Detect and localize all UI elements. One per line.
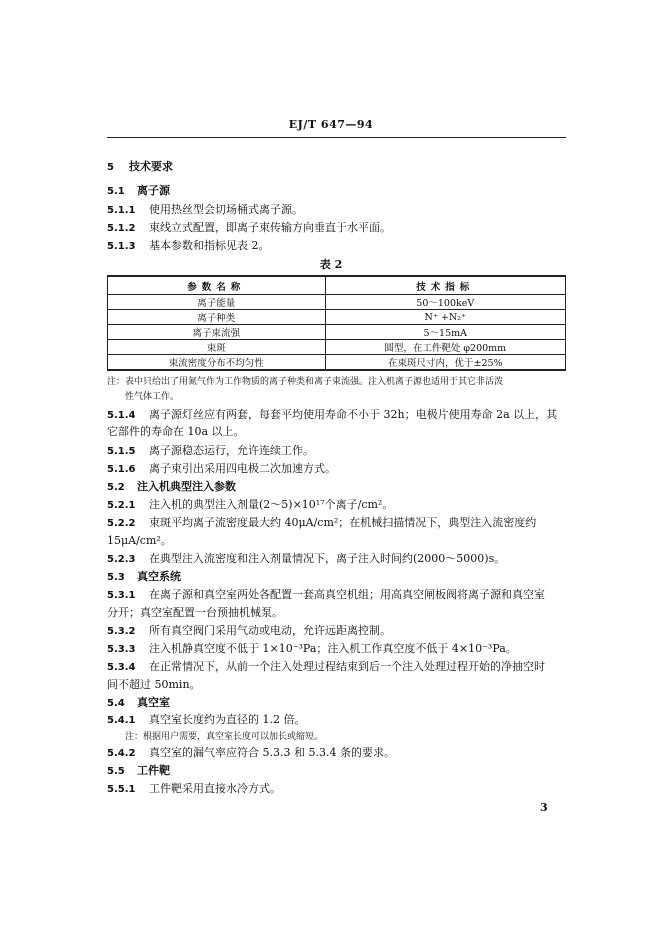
section-number: 5 — [107, 162, 114, 173]
clause-number: 5.3.4 — [107, 662, 136, 673]
clause-text: 束线立式配置，即离子束传输方向垂直于水平面。 — [149, 221, 391, 234]
table-row — [108, 340, 566, 355]
section-title: 技术要求 — [129, 160, 173, 173]
clause-number: 5.5.1 — [107, 784, 136, 795]
page-number: 3 — [540, 801, 548, 814]
table-header-row — [108, 276, 566, 295]
clause-5-1-6 — [107, 462, 336, 477]
clause-5-1-2 — [107, 221, 391, 236]
section-title: 离子源 — [137, 184, 170, 197]
chamber-note: 注：根据用户需要，真空室长度可以加长或缩短。 — [125, 732, 324, 742]
table-note-line-1: 注：表中只给出了用氮气作为工作物质的离子种类和离子束流强。注入机离子源也适用于其它非活泼 — [107, 377, 504, 387]
clause-text: 真空室长度约为直径的 1.2 倍。 — [149, 713, 306, 726]
table-row — [108, 355, 566, 371]
clause-text: 在正常情况下，从前一个注入处理过程结束到后一个注入处理过程开始的净抽空时 — [149, 660, 545, 673]
clause-5-1-4 — [107, 408, 557, 423]
clause-text: 所有真空阀门采用气动或电动，允许远距离控制。 — [149, 624, 391, 637]
clause-5-1-5 — [107, 444, 314, 459]
clause-5-3-1-continued: 分开；真空室配置一台预抽机械泵。 — [107, 606, 283, 619]
clause-number: 5.3.3 — [107, 644, 136, 655]
section-title: 真空室 — [137, 696, 170, 709]
column-header: 技术指标 — [325, 276, 565, 295]
table-row — [108, 325, 566, 340]
table-cell: 离子能量 — [108, 295, 326, 310]
section-title: 工件靶 — [137, 764, 170, 777]
section-number: 5.3 — [107, 572, 125, 583]
clause-text: 基本参数和指标见表 2。 — [149, 239, 270, 252]
clause-text: 离子源灯丝应有两套，每套平均使用寿命不小于 32h；电极片使用寿命 2a 以上，其 — [149, 408, 558, 421]
clause-number: 5.2.3 — [107, 554, 136, 565]
clause-text: 在离子源和真空室两处各配置一套高真空机组；用高真空闸板阀将离子源和真空室 — [149, 588, 545, 601]
clause-5-1-3 — [107, 239, 270, 254]
clause-5-3-4-continued: 间不超过 50min。 — [107, 678, 201, 691]
clause-text: 使用热丝型会切场桶式离子源。 — [149, 203, 303, 216]
clause-5-2-2-continued: 15μA/cm²。 — [107, 534, 172, 547]
section-title: 注入机典型注入参数 — [137, 480, 236, 493]
clause-5-3-3 — [107, 642, 517, 657]
clause-text: 束斑平均离子流密度最大约 40μA/cm²；在机械扫描情况下，典型注入流密度约 — [149, 516, 537, 529]
column-header: 参数名称 — [108, 276, 326, 295]
document-header: EJ/T 647—94 — [288, 118, 374, 131]
clause-number: 5.3.2 — [107, 626, 136, 637]
clause-text: 注入机的典型注入剂量(2～5)×10¹⁷个离子/cm²。 — [149, 498, 394, 511]
header-rule — [107, 137, 566, 138]
clause-number: 5.1.2 — [107, 223, 136, 234]
clause-5-3-4 — [107, 660, 545, 675]
clause-5-2-2 — [107, 516, 536, 531]
clause-5-3-1 — [107, 588, 545, 603]
clause-number: 5.1.5 — [107, 446, 136, 457]
clause-text: 离子束引出采用四电极二次加速方式。 — [149, 462, 336, 475]
clause-5-4-1 — [107, 713, 306, 728]
clause-5-2-3 — [107, 552, 505, 567]
clause-number: 5.1.6 — [107, 464, 136, 475]
section-number: 5.1 — [107, 186, 125, 197]
spec-table — [107, 275, 566, 371]
table-cell: 束斑 — [108, 340, 326, 355]
section-5-heading — [107, 160, 173, 175]
table-note-line-2: 性气体工作。 — [125, 392, 180, 402]
table-row — [108, 295, 566, 310]
table-cell: 5～15mA — [325, 325, 565, 340]
section-title: 真空系统 — [137, 570, 181, 583]
table-cell: 束流密度分布不均匀性 — [108, 355, 326, 371]
table-cell: N⁺ +N₂⁺ — [325, 310, 565, 325]
clause-number: 5.2.1 — [107, 500, 136, 511]
table-cell: 50～100keV — [325, 295, 565, 310]
clause-text: 工件靶采用直接水冷方式。 — [149, 782, 281, 795]
section-5-5-heading — [107, 764, 170, 779]
clause-text: 注入机静真空度不低于 1×10⁻³Pa；注入机工作真空度不低于 4×10⁻³Pa。 — [149, 642, 517, 655]
table-cell: 圆型，在工件靶处 φ200mm — [325, 340, 565, 355]
clause-number: 5.2.2 — [107, 518, 136, 529]
table-caption: 表 2 — [319, 258, 343, 271]
clause-text: 在典型注入流密度和注入剂量情况下，离子注入时间约(2000～5000)s。 — [149, 552, 506, 565]
clause-5-1-4-continued: 它部件的寿命在 10a 以上。 — [107, 425, 245, 438]
section-5-2-heading — [107, 480, 236, 495]
clause-text: 离子源稳态运行，允许连续工作。 — [149, 444, 314, 457]
clause-number: 5.4.1 — [107, 715, 136, 726]
clause-number: 5.3.1 — [107, 590, 136, 601]
clause-5-4-2 — [107, 746, 395, 761]
section-number: 5.5 — [107, 766, 125, 777]
section-5-1-heading — [107, 184, 170, 199]
clause-5-3-2 — [107, 624, 391, 639]
clause-text: 真空室的漏气率应符合 5.3.3 和 5.3.4 条的要求。 — [149, 746, 395, 759]
section-number: 5.4 — [107, 698, 125, 709]
clause-number: 5.4.2 — [107, 748, 136, 759]
clause-5-5-1 — [107, 782, 281, 797]
clause-number: 5.1.1 — [107, 205, 136, 216]
table-row — [108, 310, 566, 325]
clause-5-2-1 — [107, 498, 393, 513]
table-cell: 离子束流强 — [108, 325, 326, 340]
section-5-4-heading — [107, 696, 170, 711]
table-cell: 在束斑尺寸内，优于±25% — [325, 355, 565, 371]
section-number: 5.2 — [107, 482, 125, 493]
table-cell: 离子种类 — [108, 310, 326, 325]
clause-number: 5.1.4 — [107, 410, 136, 421]
clause-number: 5.1.3 — [107, 241, 136, 252]
clause-5-1-1 — [107, 203, 303, 218]
section-5-3-heading — [107, 570, 181, 585]
